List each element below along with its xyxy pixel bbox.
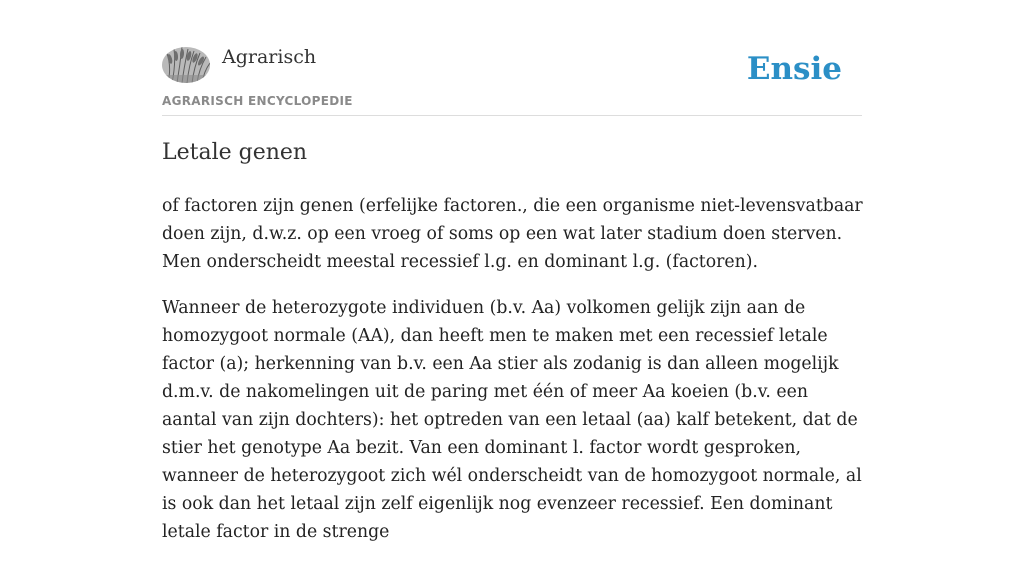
header-divider [162,115,862,116]
wheat-icon[interactable] [162,47,210,83]
site-subtitle: AGRARISCH ENCYCLOPEDIE [162,94,353,108]
article-title: Letale genen [162,140,308,165]
site-name[interactable]: Agrarisch [222,46,317,68]
ensie-brand-logo[interactable]: Ensie [746,51,842,87]
article-paragraph: Wanneer de heterozygote individuen (b.v. Aa) volkomen gelijk zijn aan de homozygoot normale (AA), dan heeft men te maken met een recessief letale factor (a); herkenning van b.v. een Aa stier als zodanig is dan alleen mogelijk d.m.v. de nakomelingen uit de paring met één of meer Aa koeien (b.v. een aantal van zijn dochters): het optreden van een letaal (aa) kalf betekent, dat de stier het genotype Aa bezit. Van een dominant l. factor wordt gesproken, wanneer de heterozygoot zich wél onderscheidt van de homozygoot normale, al is ook dan het letaal zijn zelf eigenlijk nog evenzeer recessief. Een dominant letale factor in de strenge [162,298,862,542]
wheat-icon-graphic [162,47,210,83]
article-body [162,192,864,564]
article-paragraph: of factoren zijn genen (erfelijke factoren., die een organisme niet-levensvatbaar doen zijn, d.w.z. op een vroeg of soms op een wat later stadium doen sterven. Men onderscheidt meestal recessief l.g. en dominant l.g. (factoren). [162,196,863,272]
